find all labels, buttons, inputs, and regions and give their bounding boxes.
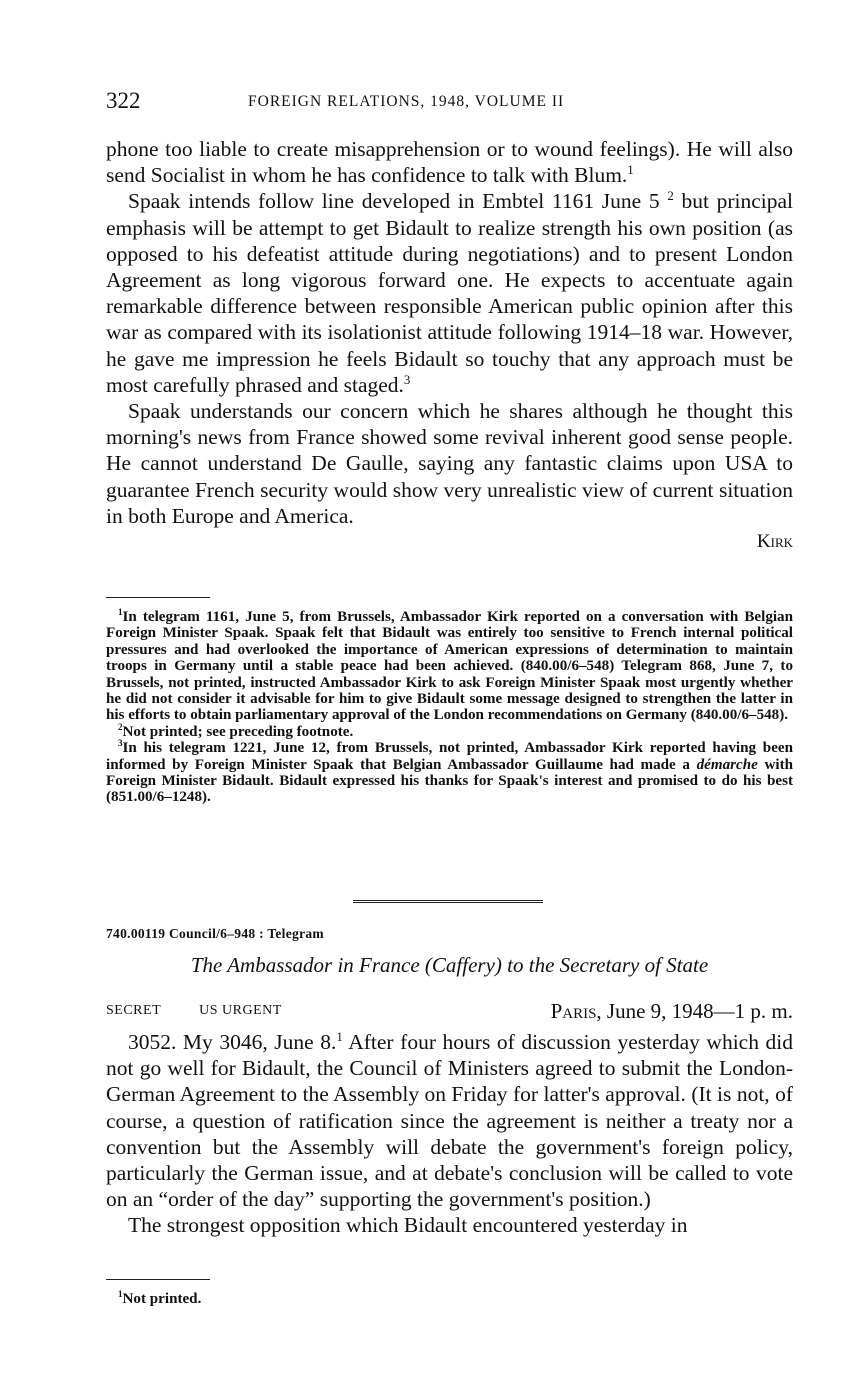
paragraph: Spaak understands our concern which he shares although he thought this morning's news from France showed some revival inherent good sense people. He cannot understand De Gaulle, saying any fantastic claims upon USA to guarantee French security would show very unrealistic view of current situation in both Europe and America.: [106, 399, 793, 528]
footnote: $^2$Not printed; see preceding footnote.: [118, 721, 354, 740]
footnote-ref: 1: [336, 1029, 343, 1044]
page-header: [106, 88, 796, 118]
classification-line: [106, 1003, 320, 1019]
footnote-ref: 1: [627, 163, 634, 178]
footnote: $^3$In his telegram 1221, June 12, from Brussels, not printed, Ambassador Kirk reported having been informed by Foreign Minister Spaak that Belgian Ambassador Guillaume had made a démarche with Foreign Minister Bidault. Bidault expressed his thanks for Spaak's interest and promised to do his best (851.00/6–1248).: [106, 738, 793, 806]
body-text-lower: [106, 1029, 793, 1239]
precedence-label: US URGENT: [199, 1003, 282, 1018]
section-divider: [353, 900, 543, 903]
document-title: The Ambassador in France (Caffery) to the Secretary of State: [190, 953, 709, 977]
footnotes-lower: [106, 1288, 793, 1307]
footnote-ref: 3: [403, 372, 411, 387]
dateline-place: Paris: [550, 999, 597, 1023]
page-number: 322: [106, 88, 141, 113]
paragraph: 3052. My 3046, June 8.$^1$ After four hours of discussion yesterday which did not go well for Bidault, the Council of Ministers agreed to submit the London-German Agreement to the Assembly on Friday for latter's approval. (It is not, of course, a question of ratification since the agreement is neither a treaty nor a convention but the Assembly will debate the government's foreign policy, particularly the German issue, and at debate's conclusion will be called to vote on an “order of the day” supporting the government's position.): [106, 1029, 794, 1212]
paragraph: Spaak intends follow line developed in Embtel 1161 June 5 $^2$ but principal emphasis will be attempt to get Bidault to realize strength his own position (as opposed to his defeatist attitude during negotiations) and to present London Agreement as long vigorous forward one. He expects to accentuate again remarkable difference between responsible American public opinion after this war as compared with its isolationist attitude following 1914–18 war. However, he gave me impression he feels Bidault so touchy that any approach must be most carefully phrased and staged.$^3$: [106, 189, 794, 397]
footnote-rule: [106, 1279, 210, 1280]
file-reference: 740.00119 Council/6–948 : Telegram: [106, 926, 324, 941]
footnotes-upper: [106, 606, 793, 806]
dateline-date: , June 9, 1948—1 p. m.: [596, 999, 793, 1023]
footnote: $^1$In telegram 1161, June 5, from Brussels, Ambassador Kirk reported on a conversation with Belgian Foreign Minister Spaak. Spaak felt that Bidault was entirely too sensitive to French internal political pressures and had overlooked the importance of American expressions of determination to maintain troops in Germany until a stable peace had been achieved. (840.00/6–548) Telegram 868, June 7, to Brussels, not printed, instructed Ambassador Kirk to ask Foreign Minister Spaak most urgently whether he did not consider it advisable for him to give Bidault some message designed to strengthen the latter in his efforts to obtain parliamentary approval of the London recommendations on Germany (840.00/6–548).: [106, 606, 793, 724]
signature: Kirk: [756, 531, 793, 553]
running-head: FOREIGN RELATIONS, 1948, VOLUME II: [248, 93, 565, 110]
footnote: $^1$Not printed.: [118, 1288, 202, 1307]
footnote-ref: 2: [667, 189, 674, 204]
dateline: [551, 999, 793, 1024]
body-text-upper: [106, 136, 793, 555]
paragraph: The strongest opposition which Bidault encountered yesterday in: [128, 1213, 688, 1238]
classification-label: SECRET: [106, 1003, 162, 1018]
footnote-rule: [106, 597, 210, 598]
paragraph: phone too liable to create misapprehension or to wound feelings). He will also send Socialist in whom he has confidence to talk with Blum.$^1$: [106, 137, 793, 188]
